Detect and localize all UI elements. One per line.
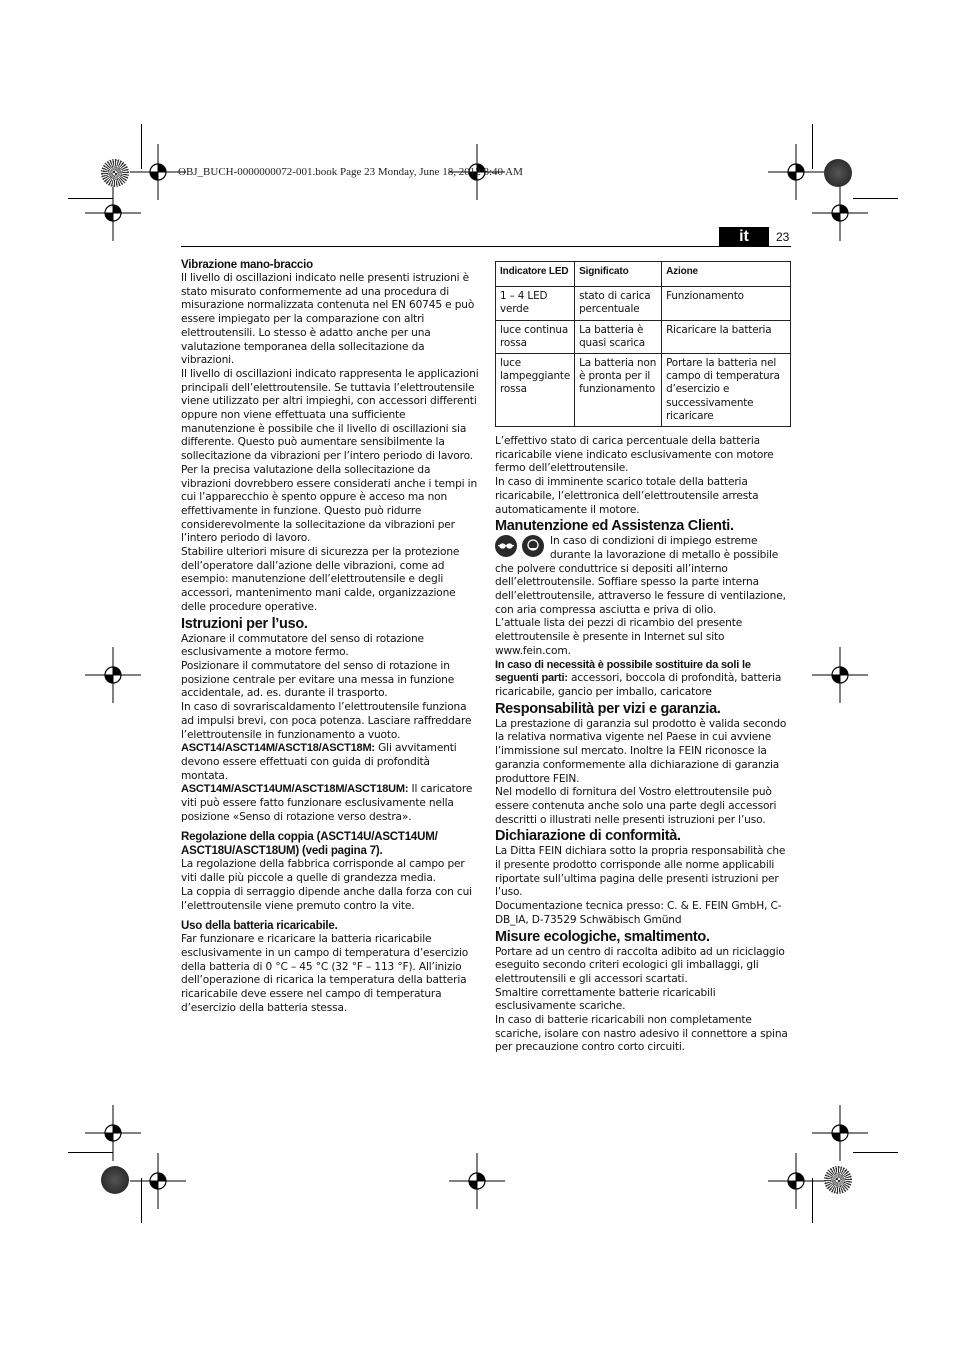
table-header: Indicatore LED [496,262,575,287]
table-cell: La batteria è quasi scarica [575,320,662,353]
conformity-heading: Dichiarazione di conformità. [495,828,681,845]
header-rule [181,246,791,247]
registration-mark [766,1151,826,1211]
table-cell: Portare la batteria nel campo di temperatura d’esercizio e successivamente ricaricare [662,354,791,427]
battery-heading: Uso della batteria ricaricabile. [181,920,338,933]
replaceable-parts-text: accessori, boccola di profondità, batteria ricaricabile, gancio per imballo, caricatore [495,672,782,698]
maintenance-paragraph-1: In caso di condizioni di impiego estreme durante la lavorazione di metallo è possibile che polvere conduttrice si depositi all’interno dell’elettroutensile. Soffiare spesso la parte interna dell’elettroutensile, attraverso le fessure di ventilazione, con aria compressa asciutta e priva di olio. [495,535,786,616]
breathing-mask-icon [522,535,544,557]
print-slug: OBJ_BUCH-0000000072-001.book Page 23 Monday, June 18, 2012 8:40 AM [178,166,523,178]
led-table [495,261,791,427]
warranty-paragraph-1: La prestazione di garanzia sul prodotto è valida secondo la relativa normativa vigente nel Paese in cui avviene l’immissione sul mercato. Inoltre la FEIN riconosce la garanzia conformemente alla dichiarazione di garanzia produttore FEIN. [495,717,787,785]
battery-paragraph-1: Far funzionare e ricaricare la batteria ricaricabile esclusivamente in un campo di temperatura d’esercizio della batteria di 0 °C – 45 °C (32 °F – 113 °F). All’inizio dell’operazione di ricarica la temperatura della batteria ricaricabile deve essere nel campo di temperatura d’esercizio della batteria stessa. [181,933,469,1014]
table-cell: Ricaricare la batteria [662,320,791,353]
discharge-paragraph: In caso di imminente scarico totale della batteria ricaricabile, l’elettronica dell’elettroutensile arresta automaticamente il motore. [495,476,759,516]
crop-mark [853,1152,898,1153]
crop-mark [68,1152,113,1153]
charge-state-paragraph: L’effettivo stato di carica percentuale della batteria ricaricabile viene indicato esclusivamente con motore fermo dell’elettroutensile. [495,435,774,475]
registration-mark [447,1151,507,1211]
torque-paragraph-2: La coppia di serraggio dipende anche dalla forza con cui l’elettroutensile viene premuto contro la vite. [181,885,472,912]
crop-mark [141,124,142,169]
usage-text: Gli avvitamenti devono essere effettuati con guida di profondità montata. [181,742,457,782]
vibration-heading: Vibrazione mano-braccio [181,259,313,271]
table-header: Significato [575,262,662,287]
table-row [496,354,791,427]
right-column [495,258,791,1055]
registration-mark [810,645,870,705]
crop-mark [853,198,898,199]
usage-paragraph-5 [181,783,479,824]
table-cell: La batteria non è pronta per il funzionamento [575,354,662,427]
color-target-mark [824,159,852,187]
warranty-paragraph-2: Nel modello di fornitura del Vostro elettroutensile può essere contenuta anche solo una parte degli accessori descritti o illustrati nelle presenti istruzioni per l’uso. [495,786,777,826]
vibration-paragraph-4: Stabilire ulteriori misure di sicurezza per la protezione dell’operatore dall’azione delle vibrazioni, come ad esempio: manutenzione dell’elettroutensile e degli accessori, mantenimento mani calde, organizzazione delle procedure operative. [181,546,460,613]
usage-paragraph-2: Posizionare il commutatore del senso di rotazione in posizione centrale per evitare una messa in funzione accidentale, ad. es. durante il trasporto. [181,659,455,700]
conformity-paragraph-2: Documentazione tecnica presso: C. & E. FEIN GmbH, C-DB_IA, D-73529 Schwäbisch Gmünd [495,900,782,926]
left-column [181,258,479,1015]
table-header: Azione [662,262,791,287]
registration-mark [128,1151,188,1211]
page-number: 23 [776,230,790,244]
conformity-paragraph-1: La Ditta FEIN dichiara sotto la propria responsabilità che il presente prodotto corrisponde alle norme applicabili riportate sull’ultima pagina delle presenti istruzioni per l’uso. [495,845,786,899]
color-target-mark [101,159,129,187]
maintenance-paragraph-3 [495,659,791,700]
table-cell: luce continua rossa [496,320,575,353]
registration-mark [83,183,143,243]
torque-paragraph-1: La regolazione della fabbrica corrisponde al campo per viti dalle più piccole a quelle di grandezza media. [181,858,465,885]
crop-mark [141,1178,142,1223]
usage-text: Il caricatore viti può essere fatto funzionare esclusivamente nella posizione «Senso di rotazione verso destra». [181,783,473,823]
table-cell: luce lampeggiante rossa [496,354,575,427]
ecology-heading: Misure ecologiche, smaltimento. [495,928,710,945]
crop-mark [812,124,813,169]
usage-paragraph-3: In caso di sovrariscaldamento l’elettroutensile funziona ad impulsi brevi, con poca potenza. Lasciare raffreddare l’elettroutensile in funzionamento a vuoto. [181,701,472,741]
vibration-paragraph-2: Il livello di oscillazioni indicato rappresenta le applicazioni principali dell’elettroutensile. Se tuttavia l’elettroutensile viene utilizzato per altri impieghi, con accessori differenti oppure non viene effettuata una sufficiente manutenzione è possibile che il livello di oscillazioni sia differente. Questo può aumentare sensibilmente la sollecitazione da vibrazioni per l’intero periodo di lavoro. [181,367,479,463]
color-target-mark [101,1166,129,1194]
table-cell: 1 – 4 LED verde [496,287,575,320]
usage-paragraph-1: Azionare il commutatore del senso di rotazione esclusivamente a motore fermo. [181,632,424,659]
usage-paragraph-4 [181,742,479,783]
vibration-paragraph-3: Per la precisa valutazione della sollecitazione da vibrazioni dovrebbero essere considerati anche i tempi in cui l’apparecchio è spento oppure è acceso ma non effettivamente in funzione. Questo può ridurre considerevolmente la sollecitazione da vibrazioni per l’intero periodo di lavoro. [181,463,478,545]
crop-mark [812,1178,813,1223]
usage-heading: Istruzioni per l’uso. [181,615,308,632]
table-header-row [496,262,791,287]
registration-mark [810,183,870,243]
torque-heading: Regolazione della coppia (ASCT14U/ASCT14UM/ ASCT18U/ASCT18UM) (vedi pagina 7). [181,831,438,858]
maintenance-paragraph-2: L’attuale lista dei pezzi di ricambio del presente elettroutensile è presente in Internet sul sito www.fein.com. [495,617,743,657]
goggles-icon [495,535,517,557]
registration-mark [83,645,143,705]
language-tab: it [719,227,769,247]
table-cell: Funzionamento [662,287,791,320]
table-cell: stato di carica percentuale [575,287,662,320]
vibration-paragraph-1: Il livello di oscillazioni indicato nelle presenti istruzioni è stato misurato conformemente ad una procedura di misurazione normalizzata contenuta nel EN 60745 e può essere impiegato per la comparazione con altri elettroutensili. Lo stesso è adatto anche per una valutazione temporanea della sollecitazione da vibrazioni. [181,272,475,367]
ecology-paragraph-1: Portare ad un centro di raccolta adibito ad un riciclaggio eseguito secondo criteri ecologici gli imballaggi, gli elettroutensili e gli accessori scartati. [495,945,785,985]
replaceable-parts-label: In caso di necessità è possibile sostituire da soli le seguenti parti: [495,658,751,685]
ecology-paragraph-3: In caso di batterie ricaricabili non completamente scariche, isolare con nastro adesivo il connettore a spina per precauzione contro corto circuiti. [495,1014,788,1054]
safety-icons [495,535,547,561]
table-row [496,320,791,353]
model-label: ASCT14/ASCT14M/ASCT18/ASCT18M: [181,742,375,755]
crop-mark [68,198,113,199]
color-target-mark [824,1166,852,1194]
ecology-paragraph-2: Smaltire correttamente batterie ricaricabili esclusivamente scariche. [495,986,716,1013]
model-label: ASCT14M/ASCT14UM/ASCT18M/ASCT18UM: [181,783,409,796]
warranty-heading: Responsabilità per vizi e garanzia. [495,700,721,717]
maintenance-heading: Manutenzione ed Assistenza Clienti. [495,518,734,535]
table-row [496,287,791,320]
